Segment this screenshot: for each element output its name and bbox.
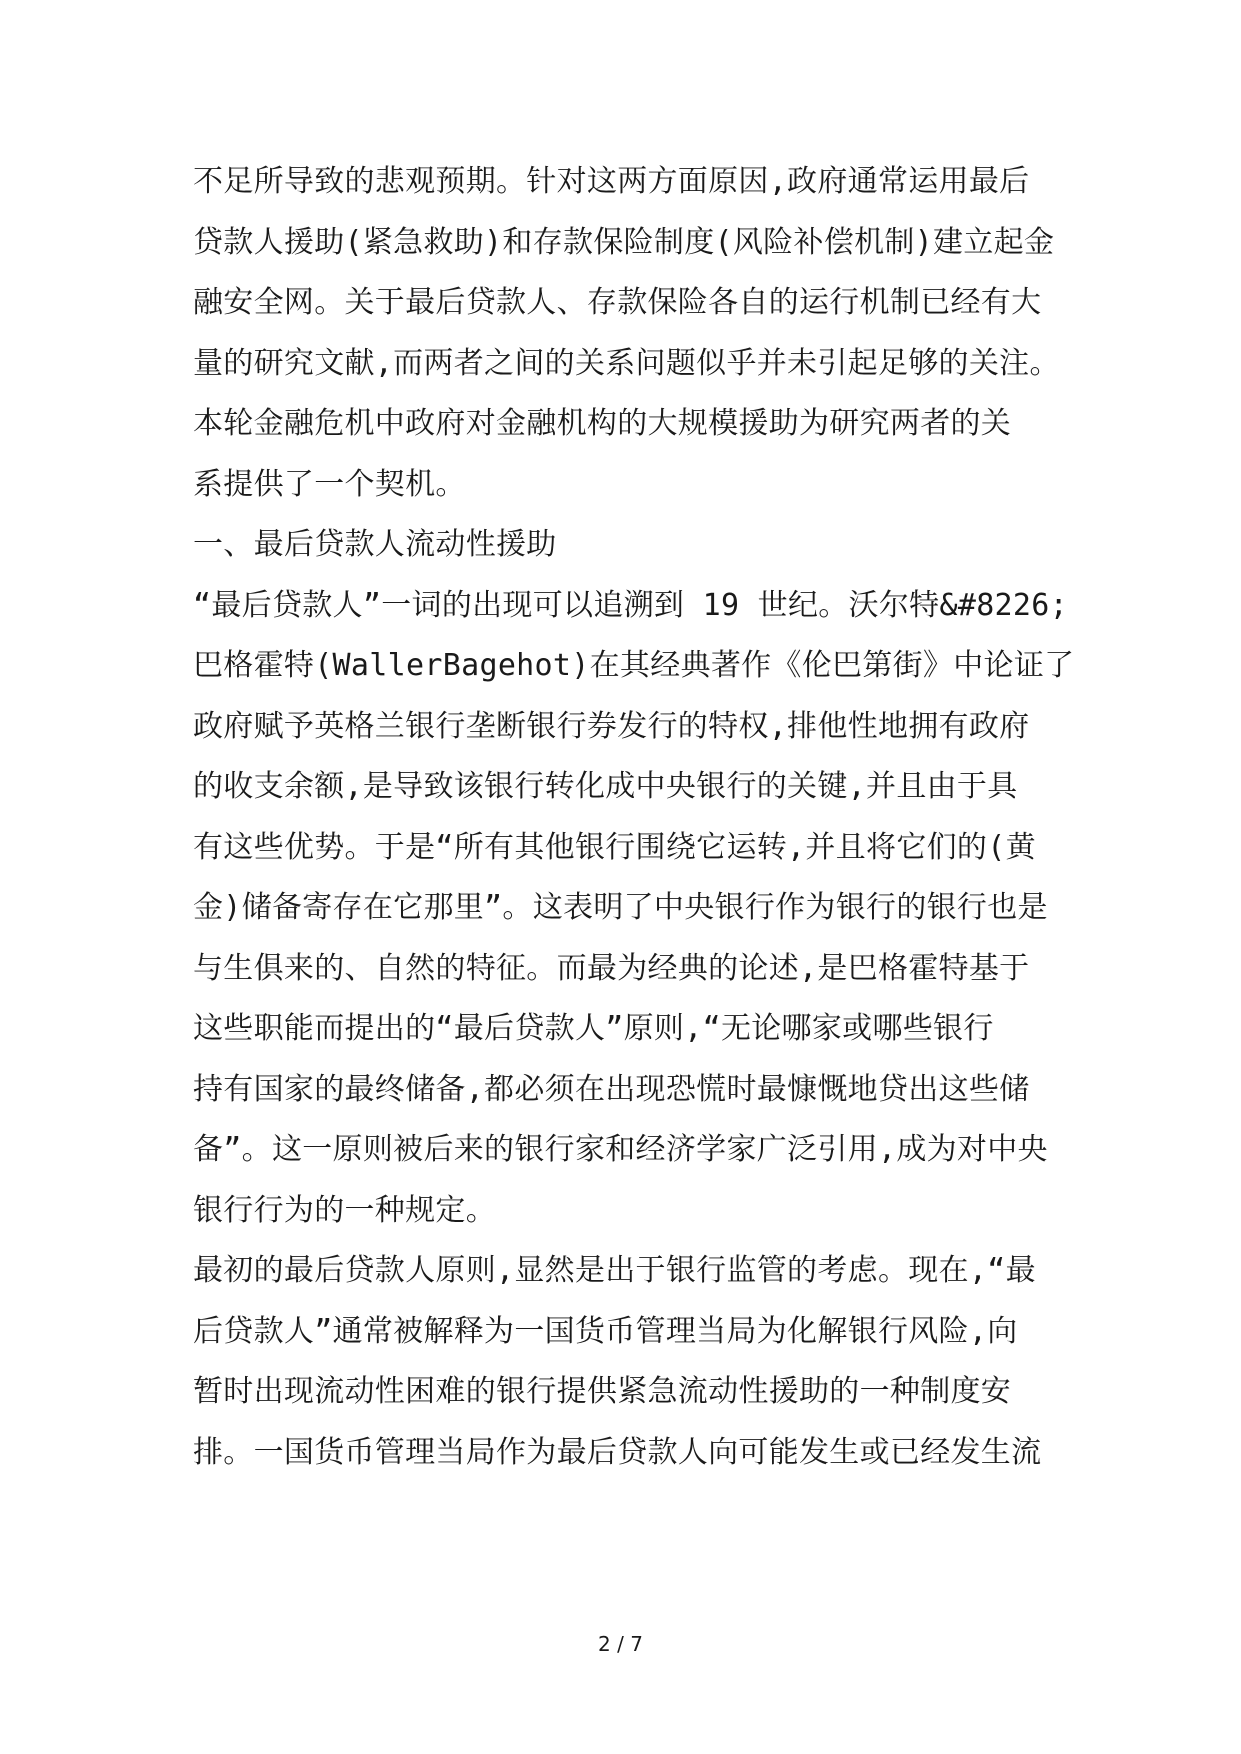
text-line: 最初的最后贷款人原则,显然是出于银行监管的考虑。现在,“最: [193, 1253, 1036, 1288]
text-line: 金)储备寄存在它那里”。这表明了中央银行作为银行的银行也是: [193, 890, 1048, 925]
text-line: 备”。这一原则被后来的银行家和经济学家广泛引用,成为对中央: [193, 1132, 1048, 1167]
page-number: 2 / 7: [598, 1632, 643, 1656]
text-line: “最后贷款人”一词的出现可以追溯到 19 世纪。沃尔特&#8226;: [193, 587, 1068, 623]
text-line: 与生俱来的、自然的特征。而最为经典的论述,是巴格霍特基于: [193, 950, 1030, 986]
text-line: 融安全网。关于最后贷款人、存款保险各自的运行机制已经有大: [193, 285, 1042, 320]
text-line: 银行行为的一种规定。: [193, 1192, 496, 1228]
text-line: 有这些优势。于是“所有其他银行围绕它运转,并且将它们的(黄: [193, 829, 1036, 865]
text-line: 政府赋予英格兰银行垄断银行券发行的特权,排他性地拥有政府: [193, 708, 1030, 744]
body-text: [193, 152, 1073, 1483]
text-line: 的收支余额,是导致该银行转化成中央银行的关键,并且由于具: [193, 769, 1018, 804]
text-line: 后贷款人”通常被解释为一国货币管理当局为化解银行风险,向: [193, 1313, 1018, 1349]
text-line: 量的研究文献,而两者之间的关系问题似乎并未引起足够的关注。: [193, 345, 1060, 381]
text-line: 巴格霍特(WallerBagehot)在其经典著作《伦巴第街》中论证了: [193, 648, 1075, 683]
text-line: 暂时出现流动性困难的银行提供紧急流动性援助的一种制度安: [193, 1374, 1012, 1409]
text-line: 排。一国货币管理当局作为最后贷款人向可能发生或已经发生流: [193, 1434, 1042, 1470]
text-line: 本轮金融危机中政府对金融机构的大规模援助为研究两者的关: [193, 406, 1012, 441]
text-line: 这些职能而提出的“最后贷款人”原则,“无论哪家或哪些银行: [193, 1011, 994, 1046]
text-line: 系提供了一个契机。: [193, 466, 466, 502]
text-line: 不足所导致的悲观预期。针对这两方面原因,政府通常运用最后: [193, 164, 1030, 199]
text-line: 贷款人援助(紧急救助)和存款保险制度(风险补偿机制)建立起金: [193, 224, 1055, 260]
text-line: 持有国家的最终储备,都必须在出现恐慌时最慷慨地贷出这些储: [193, 1071, 1030, 1107]
section-heading: 一、最后贷款人流动性援助: [193, 527, 557, 562]
